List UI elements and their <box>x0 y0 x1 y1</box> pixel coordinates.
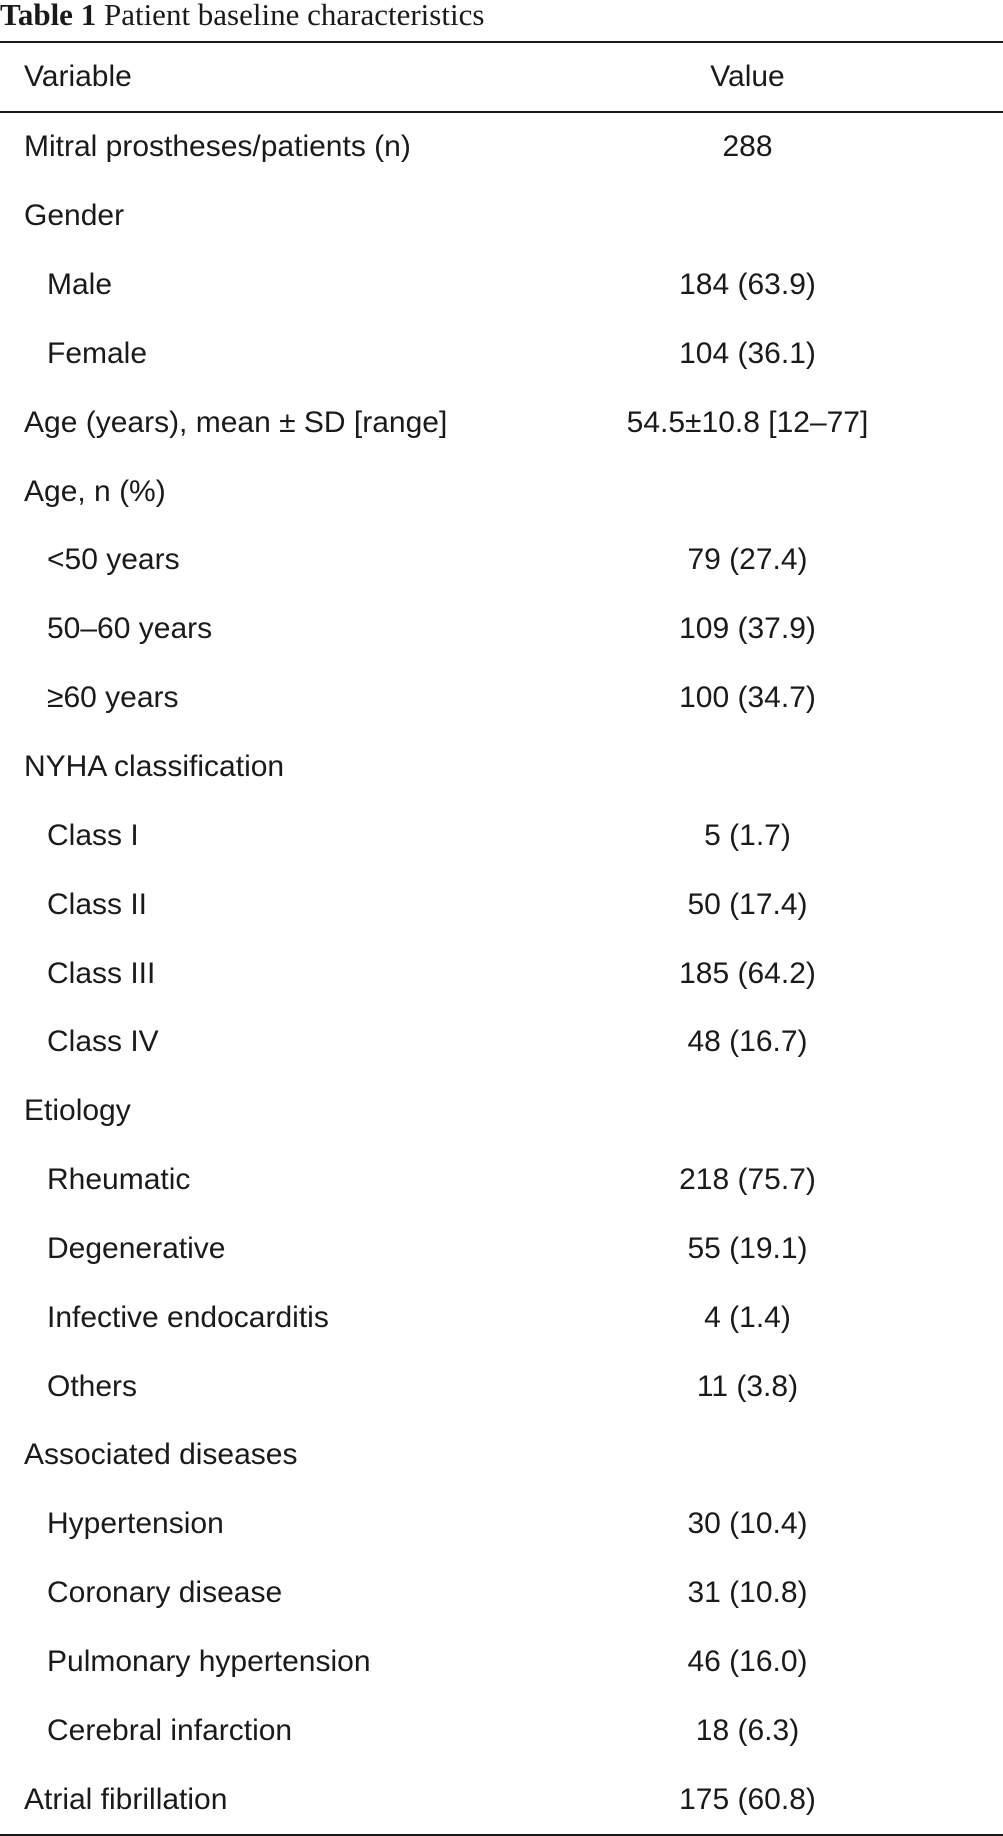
table-row <box>0 1077 1003 1146</box>
table-row <box>0 733 1003 802</box>
row-label: Age (years), mean ± SD [range] <box>24 405 448 439</box>
table-caption <box>0 0 484 40</box>
row-value <box>540 1077 1003 1146</box>
row-label: Degenerative <box>47 1231 226 1265</box>
header-row <box>0 42 1003 112</box>
table-row-subitem <box>0 1490 1003 1559</box>
row-value: 288 <box>722 130 773 164</box>
row-label: Hypertension <box>47 1507 224 1541</box>
row-label: <50 years <box>47 543 180 577</box>
row-label: Cerebral infarction <box>47 1713 293 1747</box>
row-label: Class II <box>47 887 148 921</box>
row-value: 54.5±10.8 [12–77] <box>626 405 869 439</box>
table-row-subitem <box>0 320 1003 389</box>
row-value: 46 (16.0) <box>687 1644 808 1678</box>
baseline-characteristics-table <box>0 41 1003 1836</box>
row-label: Female <box>47 336 148 370</box>
table-row-subitem <box>0 1559 1003 1628</box>
row-label: ≥60 years <box>47 681 179 715</box>
row-value: 55 (19.1) <box>687 1231 808 1265</box>
row-label: Class III <box>47 956 156 990</box>
table-row-subitem <box>0 1283 1003 1352</box>
row-value: 184 (63.9) <box>679 268 816 302</box>
row-value <box>540 1421 1003 1490</box>
row-label: Infective endocarditis <box>47 1300 329 1334</box>
row-value: 48 (16.7) <box>687 1025 808 1059</box>
table-row-subitem <box>0 526 1003 595</box>
table-row-subitem <box>0 1696 1003 1765</box>
row-value: 218 (75.7) <box>679 1163 816 1197</box>
table-body <box>0 112 1003 1835</box>
row-label: Gender <box>24 199 125 233</box>
row-label: Male <box>47 268 113 302</box>
table-row-subitem <box>0 1008 1003 1077</box>
table-row <box>0 1421 1003 1490</box>
table-row-subitem <box>0 1352 1003 1421</box>
header-variable: Variable <box>0 42 540 112</box>
table-row-subitem <box>0 251 1003 320</box>
table-row-subitem <box>0 939 1003 1008</box>
row-value: 79 (27.4) <box>687 543 808 577</box>
row-label: Etiology <box>24 1094 131 1128</box>
table-number: Table 1 <box>0 0 97 32</box>
row-label: Associated diseases <box>24 1438 298 1472</box>
row-value: 185 (64.2) <box>679 956 816 990</box>
table-header <box>0 42 1003 112</box>
row-value: 31 (10.8) <box>687 1576 808 1610</box>
row-value <box>540 457 1003 526</box>
row-label: Atrial fibrillation <box>24 1782 228 1816</box>
row-value: 50 (17.4) <box>687 887 808 921</box>
header-value: Value <box>540 42 1003 112</box>
table-row <box>0 1765 1003 1835</box>
row-value <box>540 733 1003 802</box>
row-value: 18 (6.3) <box>695 1713 800 1747</box>
row-value: 11 (3.8) <box>696 1369 799 1403</box>
row-value: 100 (34.7) <box>679 681 816 715</box>
table-row-subitem <box>0 870 1003 939</box>
row-label: Coronary disease <box>47 1576 283 1610</box>
row-label: Pulmonary hypertension <box>47 1644 371 1678</box>
table-row <box>0 112 1003 182</box>
row-value: 30 (10.4) <box>687 1507 808 1541</box>
table-row-subitem <box>0 664 1003 733</box>
row-label: 50–60 years <box>47 612 213 646</box>
row-value: 104 (36.1) <box>679 336 816 370</box>
row-label: NYHA classification <box>24 750 285 784</box>
table-row <box>0 388 1003 457</box>
row-value <box>540 182 1003 251</box>
table-row <box>0 182 1003 251</box>
row-label: Rheumatic <box>47 1163 191 1197</box>
row-label: Mitral prostheses/patients (n) <box>24 130 411 164</box>
row-label: Class I <box>47 818 139 852</box>
table-title: Patient baseline characteristics <box>103 0 485 32</box>
table-row-subitem <box>0 1146 1003 1215</box>
row-value: 175 (60.8) <box>679 1782 816 1816</box>
row-value: 5 (1.7) <box>704 818 791 852</box>
table-row-subitem <box>0 595 1003 664</box>
table-row <box>0 457 1003 526</box>
table-row-subitem <box>0 1628 1003 1697</box>
row-label: Class IV <box>47 1025 159 1059</box>
row-label: Age, n (%) <box>24 474 166 508</box>
table-row-subitem <box>0 1215 1003 1284</box>
row-value: 4 (1.4) <box>704 1300 791 1334</box>
table-row-subitem <box>0 801 1003 870</box>
row-label: Others <box>47 1369 138 1403</box>
row-value: 109 (37.9) <box>679 612 816 646</box>
